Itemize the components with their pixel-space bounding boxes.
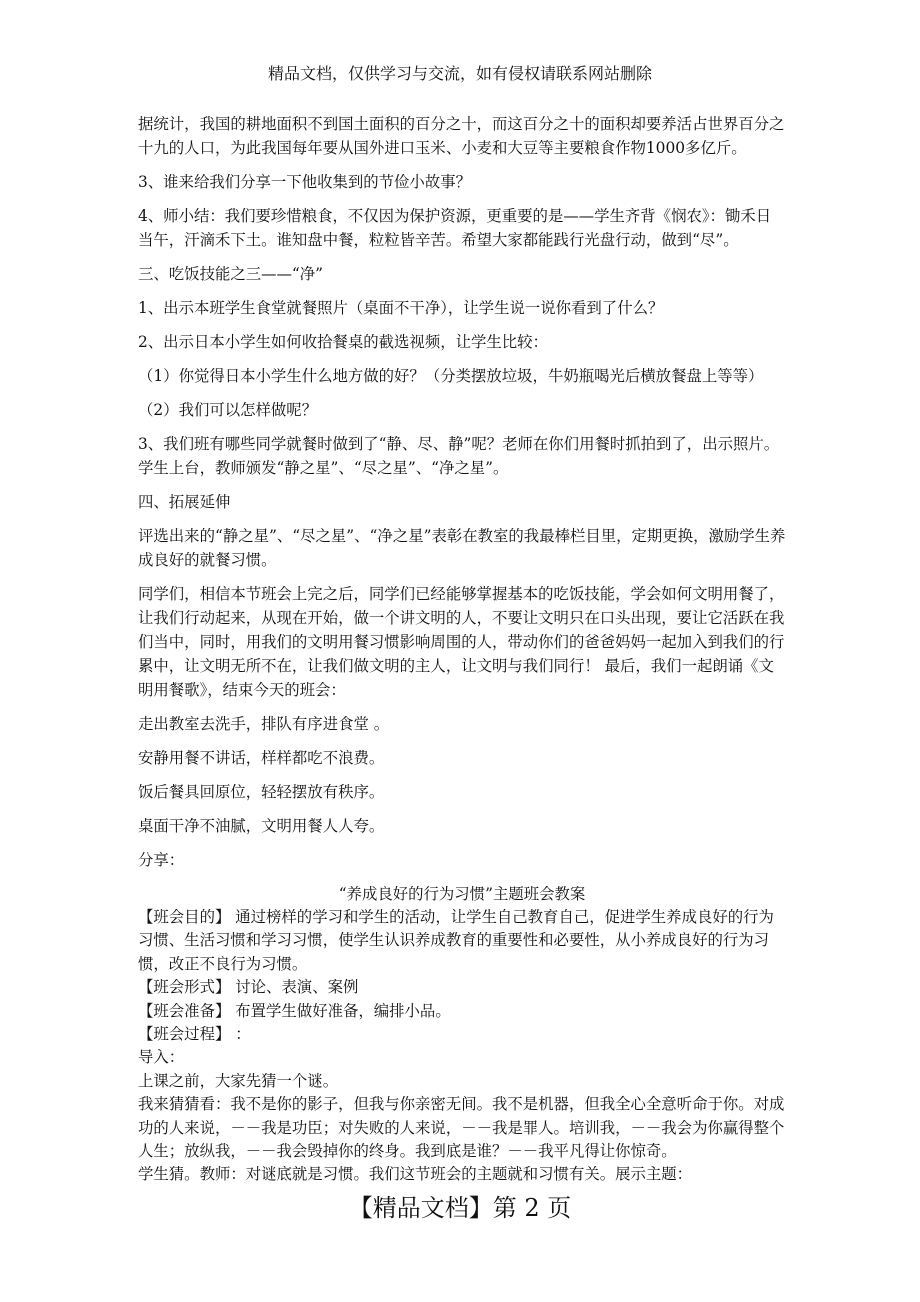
page-header: 精品文档，仅供学习与交流，如有侵权请联系网站删除 (267, 64, 652, 83)
poem-line: 饭后餐具回原位，轻轻摆放有秩序。 (138, 783, 385, 801)
lesson-line: 上课之前，大家先猜一个谜。 (138, 1071, 339, 1090)
page-footer: 【精品文档】第 2 页 (348, 1194, 572, 1222)
lesson-line: 【班会准备】 布置学生做好准备，编排小品。 (138, 1001, 451, 1020)
paragraph: 2、出示日本小学生如何收拾餐桌的截选视频，让学生比较： (138, 333, 548, 351)
poem-line: 走出教室去洗手，排队有序进食堂 。 (138, 715, 390, 733)
paragraph: 3、谁来给我们分享一下他收集到的节俭小故事？ (138, 173, 471, 191)
main-content (138, 112, 786, 1187)
poem-line: 桌面干净不油腻，文明用餐人人夸。 (138, 817, 385, 835)
section-heading: 三、吃饭技能之三——“净” (138, 265, 324, 283)
lesson-title: “养成良好的行为习惯”主题班会教案 (338, 885, 586, 903)
paragraph: 同学们，相信本节班会上完之后，同学们已经能够掌握基本的吃饭技能，学会如何文明用餐了，让我们行动起来，从现在开始，做一个讲文明的人，不要让文明只在口头出现，要让它活跃在我们当中，同时，用我们的文明用餐习惯影响周围的人，带动你们的爸爸妈妈一起加入到我们的行累中，让文明无所不在，让我们做文明的主人，让文明与我们同行！ 最后，我们一起朗诵《文明用餐歌》，结束今天的班会： (138, 585, 785, 699)
paragraph: （1）你觉得日本小学生什么地方做的好？（分类摆放垃圾，牛奶瓶喝光后横放餐盘上等等） (138, 367, 764, 385)
section-heading: 四、拓展延伸 (138, 493, 231, 511)
paragraph: 评选出来的“静之星”、“尽之星”、“净之星”表彰在教室的我最棒栏目里，定期更换，激励学生养成良好的就餐习惯。 (138, 527, 786, 569)
lesson-line: 【班会目的】 通过榜样的学习和学生的活动，让学生自己教育自己，促进学生养成良好的行为习惯、生活习惯和学习习惯，使学生认识养成教育的重要性和必要性，从小养成良好的行为习惯，改正不良行为习惯。 (138, 908, 774, 973)
lesson-line: 我来猜猜看：我不是你的影子，但我与你亲密无间。我不是机器，但我全心全意听命于你。对成功的人来说，－－我是功臣；对失败的人来说，－－我是罪人。培训我，－－我会为你赢得整个人生；放纵我，－－我会毁掉你的终身。我到底是谁？－－我平凡得让你惊奇。 (138, 1095, 785, 1161)
paragraph: 分享： (138, 851, 185, 869)
paragraph: 据统计，我国的耕地面积不到国土面积的百分之十，而这百分之十的面积却要养活占世界百分之十九的人口，为此我国每年要从国外进口玉米、小麦和大豆等主要粮食作物1000多亿斤。 (138, 115, 785, 157)
poem-line: 安静用餐不讲话，样样都吃不浪费。 (138, 749, 385, 767)
lesson-line: 导入： (138, 1048, 185, 1067)
paragraph: （2）我们可以怎样做呢？ (138, 401, 318, 419)
paragraph: 4、师小结：我们要珍惜粮食，不仅因为保护资源，更重要的是——学生齐背《悯农》：锄禾日当午，汗滴禾下土。谁知盘中餐，粒粒皆辛苦。希望大家都能践行光盘行动，做到“尽”。 (138, 207, 772, 249)
paragraph: 1、出示本班学生食堂就餐照片（桌面不干净），让学生说一说你看到了什么？ (138, 299, 664, 317)
lesson-line: 学生猜。教师：对谜底就是习惯。我们这节班会的主题就和习惯有关。展示主题： (138, 1165, 693, 1184)
lesson-line: 【班会过程】 ： (138, 1025, 251, 1044)
lesson-line: 【班会形式】 讨论、表演、案例 (138, 978, 359, 997)
paragraph: 3、我们班有哪些同学就餐时做到了“静、尽、静”呢？老师在你们用餐时抓拍到了，出示照片。学生上台，教师颁发“静之星”、“尽之星”、“净之星”。 (138, 435, 780, 477)
